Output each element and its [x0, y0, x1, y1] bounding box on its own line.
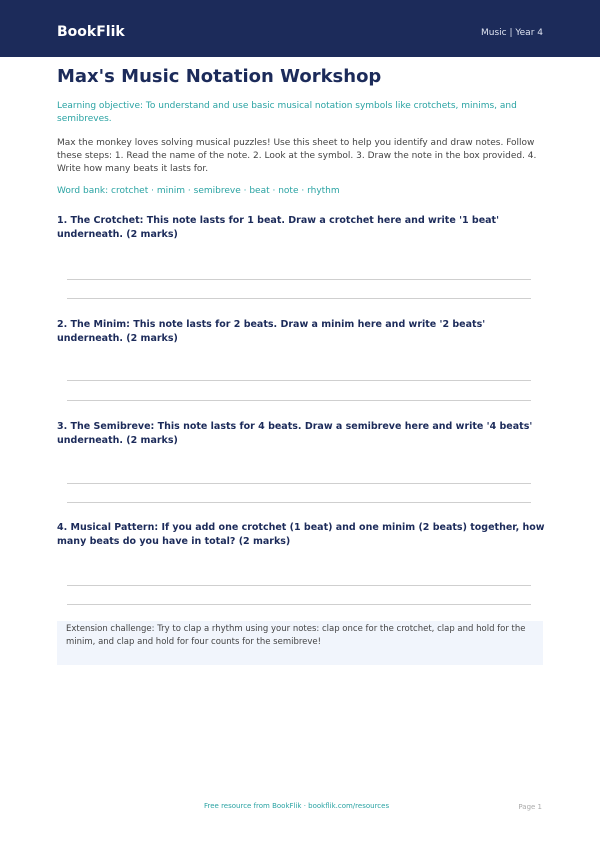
- answer-line[interactable]: [67, 380, 531, 381]
- answer-line[interactable]: [67, 604, 531, 605]
- answer-line[interactable]: [67, 502, 531, 503]
- learning-objective: Learning objective: To understand and use basic musical notation symbols like crotchets, minims, and semibreves.: [57, 101, 517, 124]
- answer-line[interactable]: [67, 585, 531, 586]
- brand-logo: BookFlik: [57, 24, 125, 40]
- answer-line[interactable]: [67, 298, 531, 299]
- question-2: 2. The Minim: This note lasts for 2 beats. Draw a minim here and write '2 beats' underneath. (2 marks): [57, 319, 486, 344]
- page-number: Page 1: [518, 803, 542, 811]
- answer-line[interactable]: [67, 483, 531, 484]
- intro-text: Max the monkey loves solving musical puzzles! Use this sheet to help you identify and draw notes. Follow these steps: 1. Read the name of the note. 2. Look at the symbol. 3. Draw the note in the box provided. 4. Write how many beats it lasts for.: [57, 138, 537, 174]
- question-3: 3. The Semibreve: This note lasts for 4 beats. Draw a semibreve here and write '4 beats' underneath. (2 marks): [57, 421, 533, 446]
- extension-box: [57, 621, 543, 665]
- footer-link[interactable]: Free resource from BookFlik · bookflik.com/resources: [204, 802, 390, 810]
- answer-line[interactable]: [67, 400, 531, 401]
- extension-challenge: Extension challenge: Try to clap a rhythm using your notes: clap once for the crotchet, clap and hold for the minim, and clap and hold for four counts for the semibreve!: [66, 624, 526, 647]
- answer-line[interactable]: [67, 279, 531, 280]
- page-title: Max's Music Notation Workshop: [57, 66, 382, 87]
- question-4: 4. Musical Pattern: If you add one crotchet (1 beat) and one minim (2 beats) together, how many beats do you have in total? (2 marks): [57, 522, 545, 547]
- subject-label: Music | Year 4: [480, 28, 543, 38]
- word-bank: Word bank: crotchet · minim · semibreve · beat · note · rhythm: [57, 186, 340, 196]
- question-1: 1. The Crotchet: This note lasts for 1 beat. Draw a crotchet here and write '1 beat' underneath. (2 marks): [57, 215, 499, 240]
- header-bar: [0, 0, 600, 57]
